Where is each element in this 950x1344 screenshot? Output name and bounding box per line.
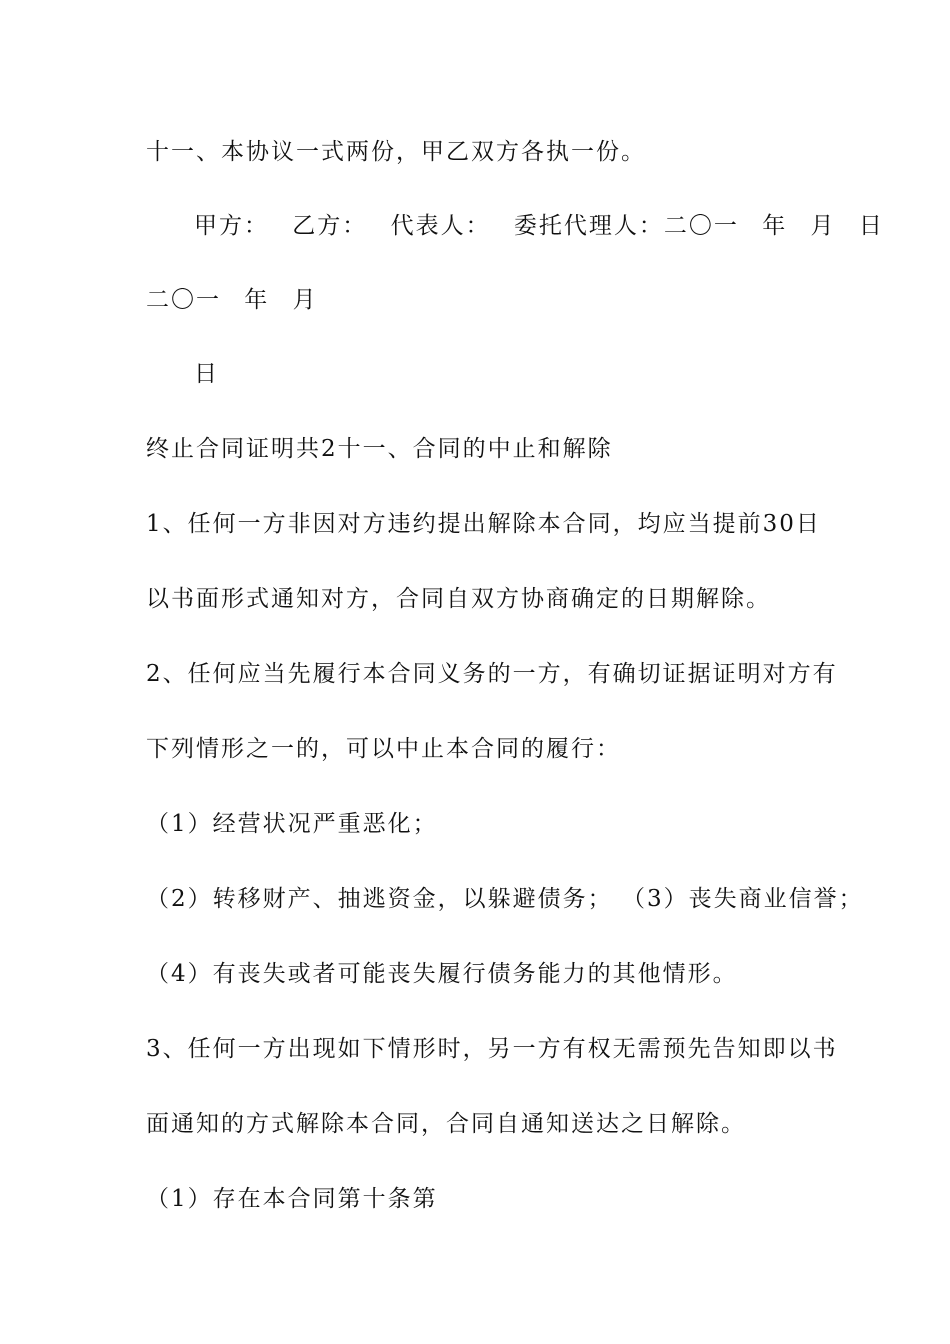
list-item-2-3: （2）转移财产、抽逃资金，以躲避债务； （3）丧失商业信誉； <box>146 886 864 912</box>
paragraph-1-line-2: 以书面形式通知对方，合同自双方协商确定的日期解除。 <box>146 586 771 612</box>
paragraph-2-line-1: 2、任何应当先履行本合同义务的一方，有确切证据证明对方有 <box>146 661 838 687</box>
date-line: 二〇一 年 月 <box>146 287 318 313</box>
list-item-continuation: （1）存在本合同第十条第 <box>146 1186 438 1212</box>
paragraph-3-line-2: 面通知的方式解除本合同，合同自通知送达之日解除。 <box>146 1111 746 1137</box>
paragraph-3-line-1: 3、任何一方出现如下情形时，另一方有权无需预先告知即以书 <box>146 1036 838 1062</box>
paragraph-2-line-2: 下列情形之一的，可以中止本合同的履行： <box>146 736 621 762</box>
list-item-1: （1）经营状况严重恶化； <box>146 811 438 837</box>
date-day: 日 <box>194 361 219 387</box>
section-heading: 终止合同证明共2十一、合同的中止和解除 <box>146 436 613 462</box>
clause-eleven-copies: 十一、本协议一式两份，甲乙双方各执一份。 <box>146 139 646 165</box>
signature-line: 甲方： 乙方： 代表人： 委托代理人：二〇一 年 月 日 <box>194 213 884 239</box>
paragraph-1-line-1: 1、任何一方非因对方违约提出解除本合同，均应当提前30日 <box>146 511 821 537</box>
list-item-4: （4）有丧失或者可能丧失履行债务能力的其他情形。 <box>146 961 738 987</box>
